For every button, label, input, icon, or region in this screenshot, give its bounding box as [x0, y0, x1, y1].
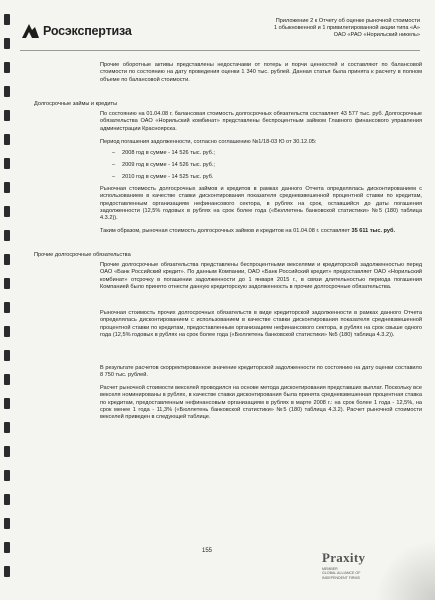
annex-line: ОАО «РАО «Норильский никель»	[333, 32, 420, 38]
section-heading-loans: Долгосрочные займы и кредиты	[34, 101, 118, 107]
paragraph-loans-method: Рыночная стоимость долгосрочных займов и кредитов в рамках данного Отчета определялась дисконтированием с использованием в качестве ставки дисконтирования показателя средневзвешенной процентной ставки по кредитам, предоставленным организациям нефинансового сектора, в рублях на срок, оставшийся до даты погашения задолженности (12,5% годовых в рублях на срок более года («Бюллетень банковской статистики» №5 (180) таблица 4.3.2)).	[100, 186, 422, 222]
result-value: 35 611 тыс. руб.	[351, 228, 396, 234]
praxity-member-line: INDEPENDENT FIRMS	[322, 575, 360, 580]
page-number: 155	[202, 548, 213, 554]
paragraph-intro: Прочие оборотные активы представлены недостачами от потерь и порчи ценностей и составляют по балансовой стоимости по состоянию на дату проведения оценки 1 340 тыс. рублей. Данная статья была принята к расчету в полном объеме по балансовой стоимости.	[100, 62, 422, 83]
logo-text: Росэкспертиза	[43, 24, 132, 38]
paragraph-bills-method: Расчет рыночной стоимости векселей проводился на основе метода дисконтирования представших выплат. Поскольку все векселя номинированы в рублях, в качестве ставки дисконтирования была принята средневзвешенная процентная ставка по кредитам, предоставленным нефинансовым организациям в рублях в марте 2008 г.: на срок более 1 года - 12,5%, на срок менее 1 года - 11,3% («Бюллетень банковской статистики» №5 (180) таблица 4.3.2). Расчет рыночной стоимости векселей приведен в следующей таблице.	[100, 385, 422, 421]
praxity-member-line: GLOBAL ALLIANCE OF	[322, 571, 361, 576]
paragraph-loans-result	[100, 228, 422, 235]
paragraph-other-result: В результате расчетов скорректированное значение кредиторской задолженности по состоянию на дату оценки составило 8 750 тыс. рублей.	[100, 365, 422, 379]
praxity-wordmark: Praxity	[322, 550, 366, 565]
paragraph-loans-schedule: Период погашения задолженности, согласно соглашению №1/18-03 Ю от 30.12.05:	[100, 139, 317, 145]
result-text: Таким образом, рыночная стоимость долгосрочных займов и кредитов на 01.04.08 г. составляет	[100, 228, 352, 234]
list-item: – 2008 год в сумме - 14 526 тыс. руб.;	[112, 150, 215, 156]
list-item-text: 2009 год в сумме - 14 526 тыс. руб.;	[122, 162, 215, 168]
paragraph-loans-balance: По состоянию на 01.04.08 г. балансовая стоимость долгосрочных обязательств составляет 43 577 тыс. руб. Долгосрочные обязательства ОАО «Норильский комбинат» представлены беспроцентным займом Главного финансового управления администрации Красноярска.	[100, 111, 422, 132]
annex-line: 1 обыкновенной и 1 привилегированной акции типа «А»	[274, 25, 420, 31]
paragraph-other-liabilities: Прочие долгосрочные обязательства представлены беспроцентными векселями и кредиторской задолженностью перед ОАО «Банк Российский кредит». По данным Компании, ОАО «Банк Российский кредит» предоставляет ОАО «Норильский комбинат» отсрочку в погашении задолженности до 1 января 2015 г., в связи длительностью периода погашения Компанией было принято отнести данную кредиторскую задолженность в прочие долгосрочные обязательства.	[100, 262, 422, 290]
paragraph-other-method: Рыночная стоимость прочих долгосрочных обязательств в виде кредиторской задолженности в рамках данного Отчета определялась дисконтированием с использованием в качестве ставки дисконтирования показателя средневзвешенной процентной ставки по кредитам, предоставленным организациям нефинансового сектора, в рублях на срок свыше одного года (12,5% годовых в рублях на срок более года («Бюллетень банковской статистики» №5 (180) таблица 4.3.2)).	[100, 310, 422, 338]
list-item-text: 2008 год в сумме - 14 526 тыс. руб.;	[122, 150, 215, 156]
list-item-text: 2010 год в сумме - 14 525 тыс. руб.	[122, 174, 214, 180]
section-heading-other-liabilities: Прочие долгосрочные обязательства	[34, 252, 131, 258]
annex-line: Приложение 2 к Отчету об оценке рыночной стоимости	[275, 18, 420, 24]
praxity-member-line: MEMBER	[322, 567, 338, 571]
scan-shadow	[375, 540, 435, 600]
list-item: – 2010 год в сумме - 14 525 тыс. руб.	[112, 174, 214, 180]
list-item: – 2009 год в сумме - 14 526 тыс. руб.;	[112, 162, 215, 168]
